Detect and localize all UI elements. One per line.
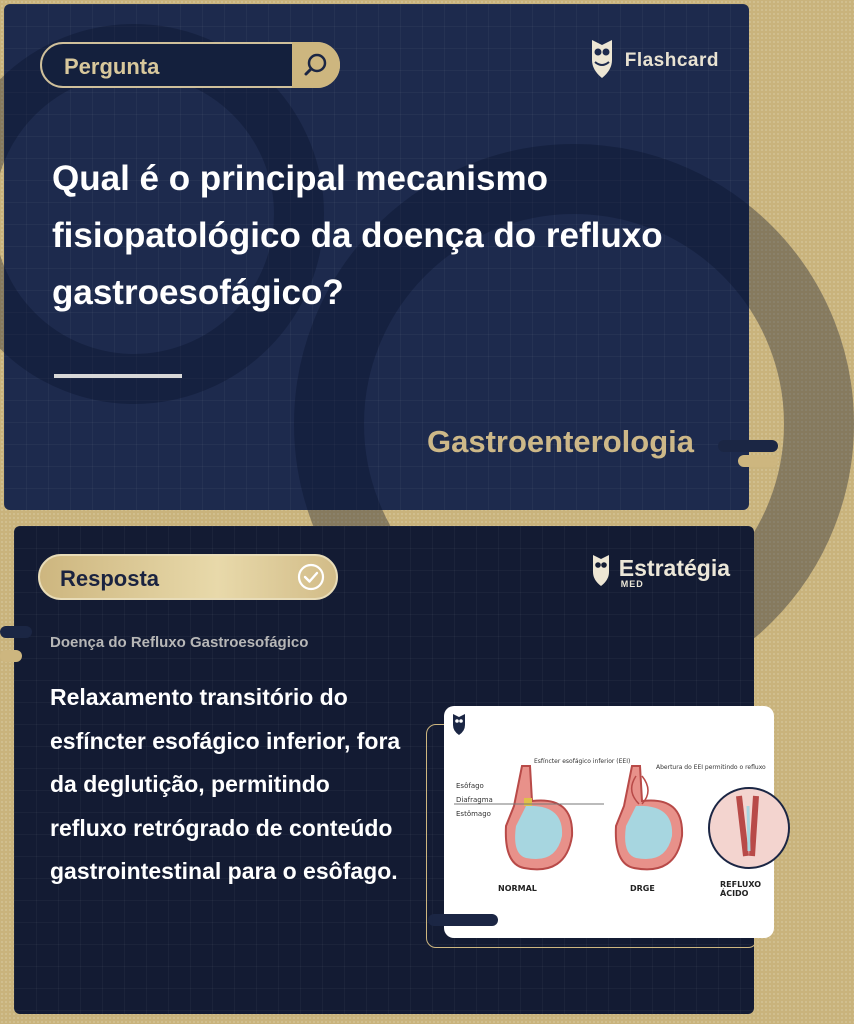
side-tab xyxy=(738,455,778,467)
side-tab xyxy=(718,440,778,452)
owl-logo-icon xyxy=(591,552,611,593)
answer-text: Relaxamento transitório do esfíncter esofágico inferior, fora da deglutição, permitindo refluxo retrógrado de conteúdo gastrointestinal para o esôfago. xyxy=(50,684,401,884)
label-abertura: Abertura do EEI permitindo o refluxo xyxy=(656,764,766,771)
gerd-illustration xyxy=(444,706,774,938)
caption-normal: NORMAL xyxy=(498,884,537,893)
question-tag-label: Pergunta xyxy=(64,54,160,79)
caption-refluxo: REFLUXO ÁCIDO xyxy=(720,880,762,898)
label-diafragma: Diafragma xyxy=(456,796,493,804)
caption-drge: DRGE xyxy=(630,884,655,893)
question-tag xyxy=(40,42,340,88)
answer-tag xyxy=(38,554,338,600)
divider xyxy=(54,374,182,378)
gerd-stomach xyxy=(616,766,682,869)
answer-card xyxy=(14,526,766,1014)
owl-logo-icon xyxy=(452,712,466,741)
label-ees: Esfíncter esofágico inferior (EEI) xyxy=(534,758,631,765)
owl-logo-icon xyxy=(589,36,615,85)
side-tab xyxy=(428,914,498,926)
brand-label: Flashcard xyxy=(624,49,719,71)
topic-label: Gastroenterologia xyxy=(427,424,694,459)
label-esofago: Esôfago xyxy=(456,782,484,790)
check-circle-icon xyxy=(296,562,326,597)
acid-reflux-zoom xyxy=(709,788,789,868)
label-estomago: Estômago xyxy=(456,810,491,818)
search-icon[interactable] xyxy=(292,42,340,88)
estrategia-brand xyxy=(591,552,730,593)
stomach-diagram xyxy=(444,706,774,938)
side-tab xyxy=(0,650,22,662)
question-text: Qual é o principal mecanismo fisiopatológico da doença do refluxo gastroesofágico? xyxy=(52,159,663,312)
brand-sub: MED xyxy=(620,578,644,589)
question-card xyxy=(4,4,749,510)
subtopic-label: Doença do Refluxo Gastroesofágico xyxy=(50,634,309,651)
flashcard-brand xyxy=(589,36,719,85)
brand-name: Estratégia xyxy=(618,554,730,581)
answer-tag-label: Resposta xyxy=(60,566,160,591)
side-tab xyxy=(0,626,32,638)
